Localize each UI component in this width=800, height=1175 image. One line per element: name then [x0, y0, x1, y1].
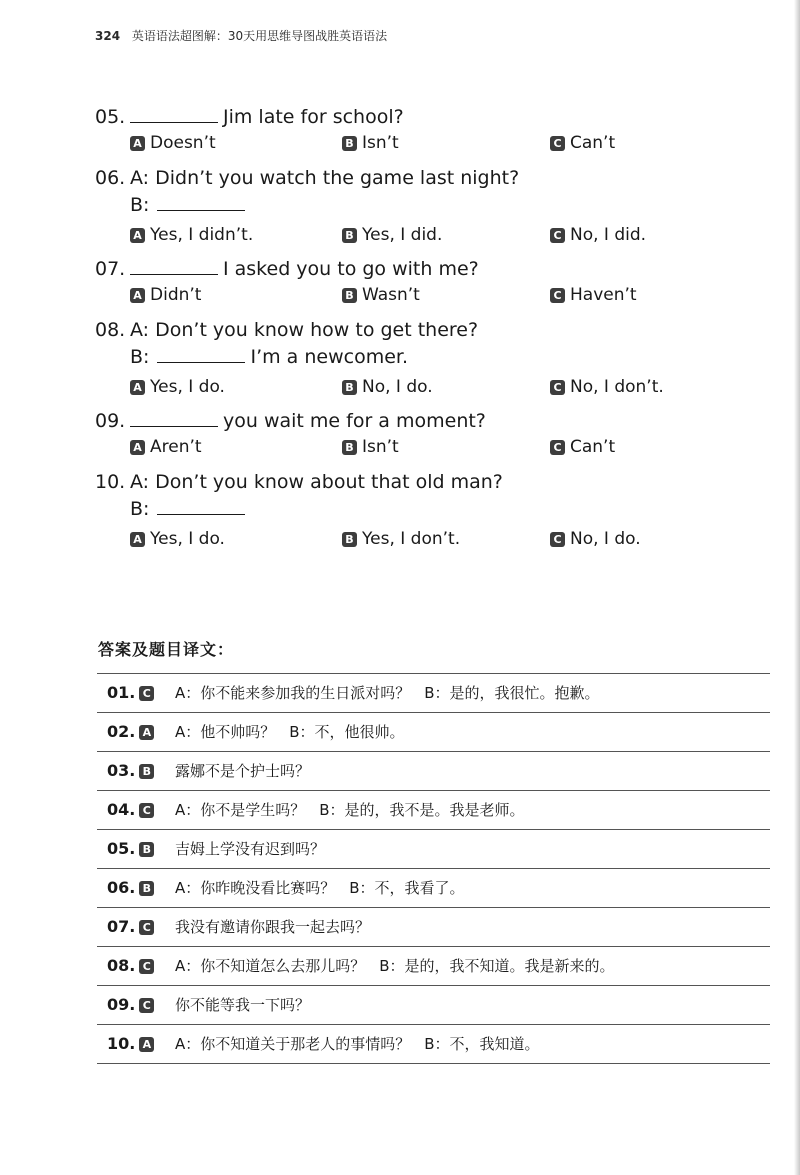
- choice-a-badge: A: [130, 380, 145, 395]
- choice-a-badge: A: [130, 136, 145, 151]
- question-stem: A: Don’t you know how to get there?: [130, 319, 479, 341]
- question-07: [95, 255, 695, 308]
- translation-b: B：不，我知道。: [424, 1035, 540, 1053]
- answer-blank: [157, 495, 245, 515]
- choice-b-badge: B: [342, 440, 357, 455]
- answer-letter-badge: B: [139, 842, 154, 857]
- answer-number: 10.: [107, 1034, 136, 1053]
- choice-c: [550, 282, 637, 308]
- b-prefix: B:: [130, 498, 150, 520]
- question-number: 09.: [95, 410, 126, 432]
- choice-b: [342, 434, 399, 460]
- answer-letter-badge: C: [139, 959, 154, 974]
- answer-blank: [130, 407, 218, 427]
- translation-a: A：你不是学生吗？: [175, 801, 306, 819]
- choice-text: Yes, I don’t.: [362, 529, 461, 549]
- translation-a: A：你不知道怎么去那儿吗？: [175, 957, 366, 975]
- answer-row: [97, 985, 770, 1024]
- answer-letter-badge: A: [139, 725, 154, 740]
- question-stem: A: Didn’t you watch the game last night?: [130, 167, 520, 189]
- choice-c: [550, 434, 615, 460]
- answer-number: 03.: [107, 761, 136, 780]
- choice-c: [550, 130, 615, 156]
- page-header: [95, 27, 387, 44]
- answer-row: [97, 673, 770, 712]
- translation-b: B：是的，我不是。我是老师。: [319, 801, 525, 819]
- translation-b: B：不，我看了。: [349, 879, 465, 897]
- question-number: 08.: [95, 319, 126, 341]
- choice-c-badge: C: [550, 440, 565, 455]
- answer-row: [97, 712, 770, 751]
- choice-text: Haven’t: [570, 285, 637, 305]
- answer-row: [97, 829, 770, 868]
- question-number: 05.: [95, 106, 126, 128]
- choice-a: [130, 374, 225, 400]
- answer-number: 06.: [107, 878, 136, 897]
- choice-b: [342, 130, 399, 156]
- choice-text: No, I did.: [570, 225, 647, 245]
- answer-blank: [130, 255, 218, 275]
- b-prefix: B:: [130, 346, 150, 368]
- question-stem: Jim late for school?: [223, 106, 404, 128]
- choice-c: [550, 222, 646, 248]
- choice-a-badge: A: [130, 228, 145, 243]
- translation-b: B：是的，我很忙。抱歉。: [424, 684, 600, 702]
- answers-title: 答案及题目译文：: [98, 640, 235, 659]
- answer-letter-badge: B: [139, 881, 154, 896]
- answer-number: 02.: [107, 722, 136, 741]
- answer-letter-badge: C: [139, 686, 154, 701]
- page-number: 324: [95, 29, 121, 43]
- question-05: [95, 103, 695, 156]
- choice-a-badge: A: [130, 288, 145, 303]
- question-09: [95, 407, 695, 460]
- choice-b: [342, 526, 460, 552]
- page-edge-shadow: [794, 0, 800, 1175]
- choice-b-badge: B: [342, 136, 357, 151]
- translation-a: A：他不帅吗？: [175, 723, 276, 741]
- choice-text: No, I don’t.: [570, 377, 664, 397]
- question-number: 07.: [95, 258, 126, 280]
- choice-c: [550, 526, 641, 552]
- choice-b-badge: B: [342, 288, 357, 303]
- answer-number: 08.: [107, 956, 136, 975]
- question-stem: A: Don’t you know about that old man?: [130, 471, 503, 493]
- choice-a: [130, 526, 225, 552]
- question-10: [95, 470, 695, 552]
- choice-a-badge: A: [130, 440, 145, 455]
- answer-row: [97, 946, 770, 985]
- choice-text: Yes, I do.: [150, 529, 225, 549]
- question-stem: you wait me for a moment?: [223, 410, 486, 432]
- answer-number: 01.: [107, 683, 136, 702]
- choice-text: Isn’t: [362, 133, 399, 153]
- choice-text: Doesn’t: [150, 133, 216, 153]
- choice-b: [342, 222, 442, 248]
- choice-text: Can’t: [570, 437, 616, 457]
- choice-b-badge: B: [342, 380, 357, 395]
- choice-b-badge: B: [342, 532, 357, 547]
- translation-b: B：是的，我不知道。我是新来的。: [379, 957, 615, 975]
- translation-a: 露娜不是个护士吗？: [175, 762, 311, 780]
- answer-row: [97, 868, 770, 907]
- choice-text: Yes, I did.: [362, 225, 443, 245]
- translation-a: 吉姆上学没有迟到吗？: [175, 840, 326, 858]
- answer-blank: [157, 191, 245, 211]
- translation-a: A：你昨晚没看比赛吗？: [175, 879, 336, 897]
- question-stem: I asked you to go with me?: [223, 258, 479, 280]
- choice-text: Can’t: [570, 133, 616, 153]
- choice-c-badge: C: [550, 532, 565, 547]
- book-title: 英语语法超图解：30天用思维导图战胜英语语法: [131, 29, 388, 43]
- translation-b: B：不，他很帅。: [289, 723, 405, 741]
- answer-row: [97, 751, 770, 790]
- answer-number: 04.: [107, 800, 136, 819]
- question-06: [95, 166, 695, 248]
- choice-b: [342, 282, 420, 308]
- answer-number: 09.: [107, 995, 136, 1014]
- translation-a: 我没有邀请你跟我一起去吗？: [175, 918, 371, 936]
- choice-text: Didn’t: [150, 285, 202, 305]
- b-prefix: B:: [130, 194, 150, 216]
- question-number: 10.: [95, 471, 126, 493]
- translation-a: A：你不能来参加我的生日派对吗？: [175, 684, 411, 702]
- choice-text: Isn’t: [362, 437, 399, 457]
- choice-c: [550, 374, 664, 400]
- choice-a: [130, 434, 202, 460]
- question-number: 06.: [95, 167, 126, 189]
- translation-a: 你不能等我一下吗？: [175, 996, 311, 1014]
- choice-text: No, I do.: [570, 529, 641, 549]
- answer-letter-badge: A: [139, 1037, 154, 1052]
- b-suffix: I’m a newcomer.: [250, 346, 409, 368]
- choice-a: [130, 282, 201, 308]
- choice-a-badge: A: [130, 532, 145, 547]
- choice-c-badge: C: [550, 380, 565, 395]
- choice-a: [130, 130, 216, 156]
- question-08: [95, 318, 695, 400]
- choice-text: Yes, I didn’t.: [150, 225, 254, 245]
- choice-text: Aren’t: [150, 437, 202, 457]
- choice-text: Yes, I do.: [150, 377, 225, 397]
- answer-number: 05.: [107, 839, 136, 858]
- answer-letter-badge: B: [139, 764, 154, 779]
- choice-c-badge: C: [550, 228, 565, 243]
- answer-blank: [130, 103, 218, 123]
- answer-blank: [157, 343, 245, 363]
- answer-row: [97, 1024, 770, 1064]
- answer-number: 07.: [107, 917, 136, 936]
- choice-c-badge: C: [550, 136, 565, 151]
- choice-text: Wasn’t: [362, 285, 420, 305]
- choice-c-badge: C: [550, 288, 565, 303]
- choice-b: [342, 374, 433, 400]
- answer-letter-badge: C: [139, 803, 154, 818]
- answer-row: [97, 907, 770, 946]
- answers-table: [97, 673, 770, 1064]
- translation-a: A：你不知道关于那老人的事情吗？: [175, 1035, 411, 1053]
- answer-letter-badge: C: [139, 998, 154, 1013]
- choice-a: [130, 222, 253, 248]
- answer-row: [97, 790, 770, 829]
- choice-b-badge: B: [342, 228, 357, 243]
- answer-letter-badge: C: [139, 920, 154, 935]
- choice-text: No, I do.: [362, 377, 433, 397]
